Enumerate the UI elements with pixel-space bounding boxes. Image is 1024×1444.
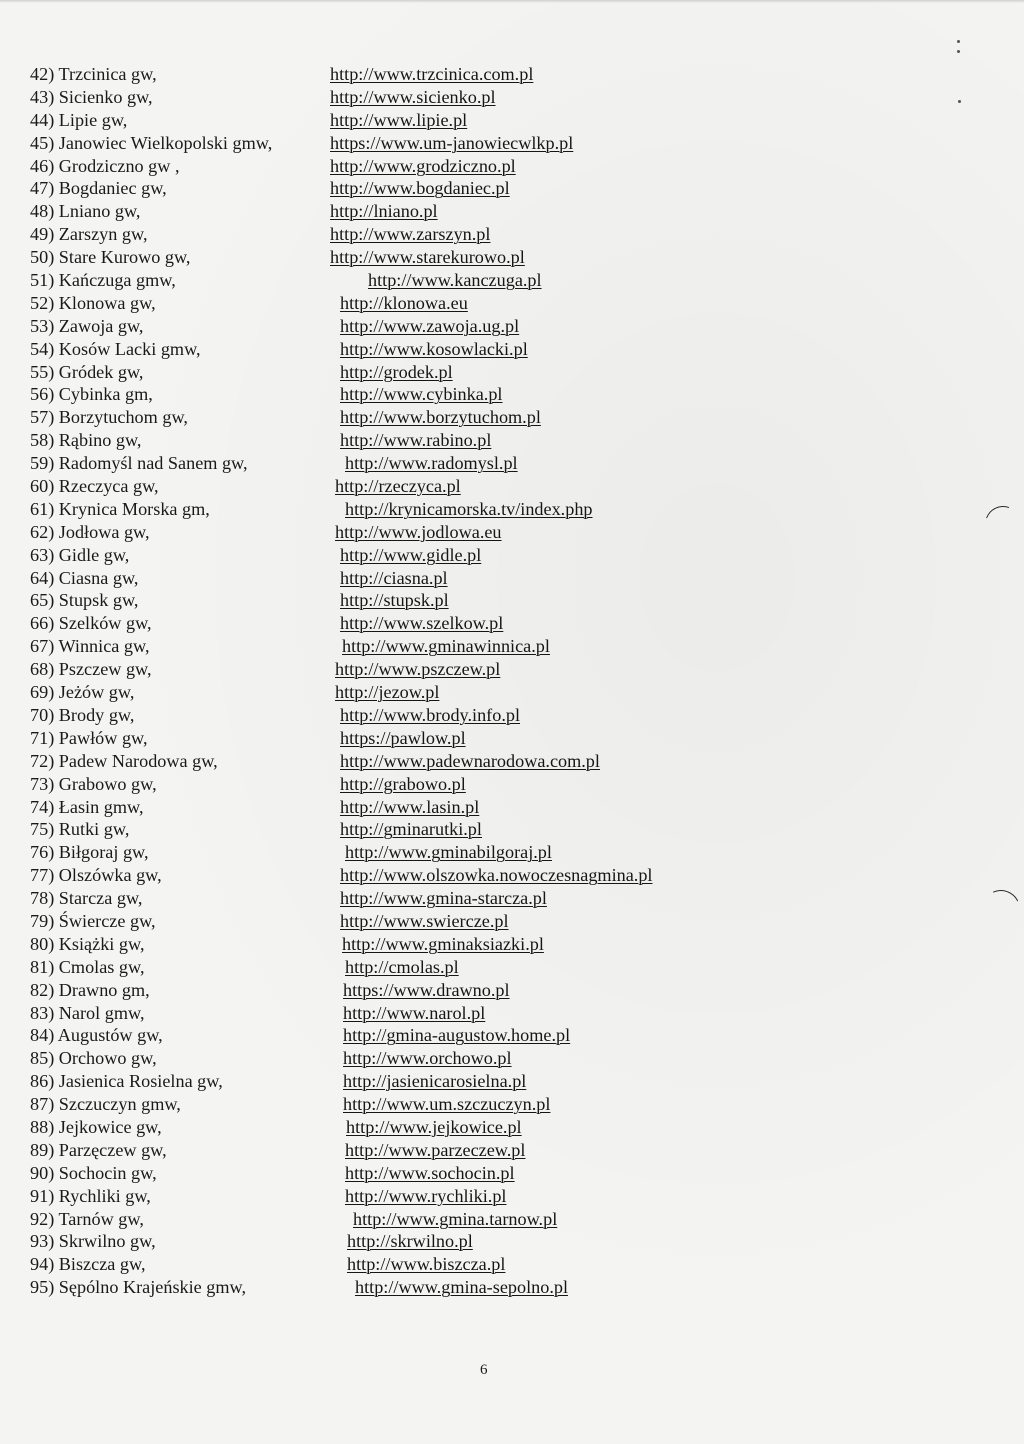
list-item: [30, 1139, 750, 1162]
municipality-name: [30, 132, 272, 155]
entry-name-text: Jodłowa gw,: [58, 521, 150, 542]
municipality-name: [30, 177, 167, 200]
entry-name-text: Winnica gw,: [58, 636, 150, 657]
website-link[interactable]: http://rzeczyca.pl: [335, 476, 461, 497]
entry-number: 71): [30, 727, 55, 748]
website-link[interactable]: http://jezow.pl: [335, 682, 440, 703]
list-item: [30, 864, 750, 887]
entry-number: 85): [30, 1048, 55, 1069]
entry-number: 83): [30, 1002, 55, 1023]
entry-name-text: Rutki gw,: [58, 819, 130, 840]
list-item: [30, 1230, 750, 1253]
municipality-name: [30, 86, 153, 109]
list-item: [30, 177, 750, 200]
entry-number: 52): [30, 292, 55, 313]
list-item: [30, 338, 750, 361]
entry-name-text: Rychliki gw,: [58, 1185, 151, 1206]
website-link[interactable]: http://www.kanczuga.pl: [368, 270, 542, 291]
list-item: [30, 1253, 750, 1276]
website-link[interactable]: http://www.pszczew.pl: [335, 659, 501, 680]
municipality-name: [30, 315, 143, 338]
list-item: [30, 223, 750, 246]
website-link[interactable]: http://www.brody.info.pl: [340, 704, 521, 725]
entry-name-text: Zarszyn gw,: [58, 224, 148, 245]
entry-name-text: Radomyśl nad Sanem gw,: [58, 453, 248, 474]
entry-number: 51): [30, 270, 55, 291]
website-link[interactable]: http://www.lipie.pl: [330, 109, 468, 130]
list-item: [30, 406, 750, 429]
entry-number: 67): [30, 636, 55, 657]
list-item: [30, 933, 750, 956]
website-link[interactable]: http://krynicamorska.tv/index.php: [345, 498, 593, 519]
entry-name-text: Lniano gw,: [58, 201, 141, 222]
entry-name-text: Książki gw,: [58, 933, 145, 954]
list-item: [30, 63, 750, 86]
entry-name-text: Parzęczew gw,: [58, 1139, 167, 1160]
website-link[interactable]: http://www.rabino.pl: [340, 430, 492, 451]
entry-name-text: Jasienica Rosielna gw,: [58, 1071, 223, 1092]
entry-number: 90): [30, 1162, 55, 1183]
entry-number: 61): [30, 498, 55, 519]
entry-number: 69): [30, 682, 55, 703]
entry-number: 57): [30, 407, 55, 428]
entry-number: 62): [30, 521, 55, 542]
municipality-name: [30, 635, 150, 658]
municipality-name: [30, 612, 152, 635]
municipality-name: [30, 910, 156, 933]
municipality-name: [30, 1093, 181, 1116]
entry-name-text: Brody gw,: [58, 704, 135, 725]
municipality-name: [30, 452, 248, 475]
municipality-name: [30, 750, 218, 773]
website-link[interactable]: http://stupsk.pl: [340, 590, 449, 611]
entry-name-text: Padew Narodowa gw,: [58, 750, 218, 771]
website-link[interactable]: http://www.lasin.pl: [340, 796, 480, 817]
list-item: [30, 1185, 750, 1208]
website-link[interactable]: http://grabowo.pl: [340, 773, 466, 794]
entry-name-text: Cmolas gw,: [58, 956, 145, 977]
entry-number: 60): [30, 476, 55, 497]
entry-number: 56): [30, 384, 55, 405]
website-link[interactable]: http://www.zarszyn.pl: [330, 224, 491, 245]
entry-number: 75): [30, 819, 55, 840]
municipality-name: [30, 521, 150, 544]
entry-name-text: Olszówka gw,: [58, 865, 162, 886]
municipality-list: [30, 63, 750, 1299]
entry-name-text: Narol gmw,: [58, 1002, 145, 1023]
municipality-name: [30, 429, 141, 452]
list-item: [30, 361, 750, 384]
list-item: [30, 635, 750, 658]
list-item: [30, 1093, 750, 1116]
punch-hole-mark: [977, 885, 1024, 934]
website-link[interactable]: http://www.starekurowo.pl: [330, 247, 525, 268]
list-item: [30, 1208, 750, 1231]
entry-name-text: Łasin gmw,: [58, 796, 144, 817]
list-item: [30, 887, 750, 910]
website-link[interactable]: http://www.gminawinnica.pl: [342, 636, 550, 657]
entry-number: 49): [30, 224, 55, 245]
municipality-name: [30, 544, 129, 567]
municipality-name: [30, 1253, 146, 1276]
municipality-name: [30, 200, 140, 223]
municipality-name: [30, 589, 138, 612]
website-link[interactable]: http://www.rychliki.pl: [345, 1185, 507, 1206]
list-item: [30, 521, 750, 544]
list-item: [30, 246, 750, 269]
list-item: [30, 155, 750, 178]
entry-name-text: Drawno gm,: [58, 979, 150, 1000]
entry-number: 44): [30, 109, 55, 130]
municipality-name: [30, 475, 159, 498]
municipality-name: [30, 1002, 145, 1025]
municipality-name: [30, 796, 144, 819]
municipality-name: [30, 383, 153, 406]
entry-number: 77): [30, 865, 55, 886]
entry-number: 50): [30, 247, 55, 268]
list-item: [30, 841, 750, 864]
website-link[interactable]: http://klonowa.eu: [340, 292, 468, 313]
entry-name-text: Szczuczyn gmw,: [58, 1094, 181, 1115]
website-link[interactable]: http://www.um.szczuczyn.pl: [343, 1094, 551, 1115]
list-item: [30, 292, 750, 315]
entry-number: 94): [30, 1254, 55, 1275]
list-item: [30, 498, 750, 521]
entry-name-text: Stare Kurowo gw,: [58, 247, 191, 268]
entry-number: 93): [30, 1231, 55, 1252]
entry-name-text: Grabowo gw,: [58, 773, 157, 794]
list-item: [30, 1070, 750, 1093]
list-item: [30, 567, 750, 590]
website-link[interactable]: http://www.biszcza.pl: [347, 1254, 506, 1275]
municipality-name: [30, 1139, 167, 1162]
municipality-name: [30, 567, 138, 590]
website-link[interactable]: http://www.swiercze.pl: [340, 910, 509, 931]
list-item: [30, 1116, 750, 1139]
list-item: [30, 658, 750, 681]
website-link[interactable]: http://grodek.pl: [340, 361, 453, 382]
website-link[interactable]: http://www.jejkowice.pl: [346, 1116, 522, 1137]
list-item: [30, 979, 750, 1002]
entry-name-text: Tarnów gw,: [58, 1208, 144, 1229]
website-link[interactable]: http://jasienicarosielna.pl: [343, 1071, 527, 1092]
list-item: [30, 818, 750, 841]
website-link[interactable]: http://cmolas.pl: [345, 956, 459, 977]
website-link[interactable]: http://www.cybinka.pl: [340, 384, 503, 405]
list-item: [30, 1002, 750, 1025]
municipality-name: [30, 155, 180, 178]
entry-number: 84): [30, 1025, 55, 1046]
entry-number: 95): [30, 1277, 55, 1298]
website-link[interactable]: http://www.jodlowa.eu: [335, 521, 502, 542]
entry-name-text: Rzeczyca gw,: [58, 476, 159, 497]
entry-number: 46): [30, 155, 55, 176]
municipality-name: [30, 1276, 246, 1299]
scan-speck: [958, 100, 961, 103]
list-item: [30, 704, 750, 727]
entry-name-text: Sicienko gw,: [58, 86, 153, 107]
municipality-name: [30, 727, 148, 750]
entry-name-text: Pszczew gw,: [58, 659, 152, 680]
list-item: [30, 429, 750, 452]
entry-name-text: Orchowo gw,: [58, 1048, 157, 1069]
scan-top-edge: [0, 0, 1024, 3]
entry-name-text: Borzytuchom gw,: [58, 407, 188, 428]
entry-number: 91): [30, 1185, 55, 1206]
punch-hole-mark: [979, 500, 1024, 548]
list-item: [30, 1276, 750, 1299]
municipality-name: [30, 1185, 151, 1208]
municipality-name: [30, 1047, 157, 1070]
list-item: [30, 727, 750, 750]
entry-number: 58): [30, 430, 55, 451]
entry-name-text: Biłgoraj gw,: [58, 842, 149, 863]
municipality-name: [30, 658, 152, 681]
entry-name-text: Pawłów gw,: [58, 727, 148, 748]
municipality-name: [30, 269, 176, 292]
entry-number: 64): [30, 567, 55, 588]
page-number: 6: [480, 1362, 488, 1378]
entry-name-text: Sępólno Krajeńskie gmw,: [58, 1277, 247, 1298]
website-link[interactable]: https://pawlow.pl: [340, 727, 466, 748]
website-link[interactable]: http://www.trzcinica.com.pl: [330, 64, 534, 84]
entry-name-text: Bogdaniec gw,: [58, 178, 167, 199]
website-link[interactable]: http://gminarutki.pl: [340, 819, 482, 840]
entry-number: 73): [30, 773, 55, 794]
municipality-name: [30, 979, 150, 1002]
municipality-name: [30, 1162, 157, 1185]
website-link[interactable]: http://www.sicienko.pl: [330, 86, 496, 107]
entry-number: 74): [30, 796, 55, 817]
municipality-name: [30, 1230, 156, 1253]
municipality-name: [30, 109, 127, 132]
municipality-name: [30, 864, 162, 887]
list-item: [30, 200, 750, 223]
entry-number: 54): [30, 338, 55, 359]
list-item: [30, 475, 750, 498]
website-link[interactable]: http://www.olszowka.nowoczesnagmina.pl: [340, 865, 653, 886]
entry-name-text: Jejkowice gw,: [58, 1116, 162, 1137]
list-item: [30, 86, 750, 109]
entry-number: 43): [30, 86, 55, 107]
scan-speck: [957, 50, 960, 53]
entry-name-text: Kańczuga gmw,: [58, 270, 176, 291]
entry-number: 63): [30, 544, 55, 565]
entry-name-text: Grodziczno gw ,: [58, 155, 180, 176]
entry-number: 66): [30, 613, 55, 634]
list-item: [30, 956, 750, 979]
municipality-name: [30, 292, 156, 315]
entry-number: 72): [30, 750, 55, 771]
entry-number: 65): [30, 590, 55, 611]
list-item: [30, 589, 750, 612]
list-item: [30, 612, 750, 635]
website-link[interactable]: http://www.padewnarodowa.com.pl: [340, 750, 600, 771]
website-link[interactable]: http://www.sochocin.pl: [345, 1162, 515, 1183]
list-item: [30, 109, 750, 132]
list-item: [30, 1024, 750, 1047]
entry-number: 88): [30, 1116, 55, 1137]
website-link[interactable]: http://www.radomysl.pl: [345, 453, 518, 474]
municipality-name: [30, 818, 129, 841]
list-item: [30, 910, 750, 933]
municipality-name: [30, 704, 134, 727]
municipality-name: [30, 887, 142, 910]
municipality-name: [30, 1024, 163, 1047]
municipality-name: [30, 338, 201, 361]
website-link[interactable]: http://www.gminabilgoraj.pl: [345, 842, 552, 863]
entry-name-text: Rąbino gw,: [58, 430, 142, 451]
entry-number: 92): [30, 1208, 55, 1229]
municipality-name: [30, 498, 210, 521]
municipality-name: [30, 223, 148, 246]
website-link[interactable]: http://gmina-augustow.home.pl: [343, 1025, 571, 1046]
entry-number: 42): [30, 64, 55, 84]
entry-name-text: Augustów gw,: [57, 1025, 163, 1046]
entry-number: 87): [30, 1094, 55, 1115]
website-link[interactable]: http://www.bogdaniec.pl: [330, 178, 510, 199]
website-link[interactable]: http://www.gminaksiazki.pl: [342, 933, 544, 954]
website-link[interactable]: http://www.gmina.tarnow.pl: [353, 1208, 558, 1229]
entry-name-text: Szelków gw,: [58, 613, 152, 634]
website-link[interactable]: http://www.gidle.pl: [340, 544, 482, 565]
municipality-name: [30, 933, 145, 956]
entry-number: 89): [30, 1139, 55, 1160]
entry-number: 86): [30, 1071, 55, 1092]
municipality-name: [30, 773, 157, 796]
municipality-name: [30, 63, 157, 86]
entry-name-text: Sochocin gw,: [58, 1162, 157, 1183]
website-link[interactable]: http://www.szelkow.pl: [340, 613, 504, 634]
entry-name-text: Trzcinica gw,: [58, 64, 157, 84]
entry-name-text: Stupsk gw,: [58, 590, 139, 611]
entry-number: 68): [30, 659, 55, 680]
entry-number: 47): [30, 178, 55, 199]
list-item: [30, 796, 750, 819]
entry-name-text: Świercze gw,: [58, 910, 156, 931]
list-item: [30, 269, 750, 292]
website-link[interactable]: http://www.kosowlacki.pl: [340, 338, 528, 359]
website-link[interactable]: http://ciasna.pl: [340, 567, 448, 588]
list-item: [30, 383, 750, 406]
list-item: [30, 315, 750, 338]
entry-name-text: Kosów Lacki gmw,: [58, 338, 201, 359]
website-link[interactable]: http://www.narol.pl: [343, 1002, 486, 1023]
website-link[interactable]: http://www.grodziczno.pl: [330, 155, 516, 176]
entry-number: 76): [30, 842, 55, 863]
list-item: [30, 681, 750, 704]
list-item: [30, 773, 750, 796]
list-item: [30, 1047, 750, 1070]
entry-name-text: Biszcza gw,: [58, 1254, 146, 1275]
municipality-name: [30, 1116, 162, 1139]
entry-name-text: Starcza gw,: [58, 888, 143, 909]
website-link[interactable]: http://skrwilno.pl: [347, 1231, 473, 1252]
entry-number: 55): [30, 361, 55, 382]
municipality-name: [30, 681, 134, 704]
entry-name-text: Skrwilno gw,: [58, 1231, 156, 1252]
website-link[interactable]: http://www.borzytuchom.pl: [340, 407, 541, 428]
website-link[interactable]: http://www.orchowo.pl: [343, 1048, 512, 1069]
website-link[interactable]: https://www.drawno.pl: [343, 979, 510, 1000]
entry-number: 82): [30, 979, 55, 1000]
entry-number: 59): [30, 453, 55, 474]
entry-number: 45): [30, 132, 55, 153]
entry-name-text: Ciasna gw,: [58, 567, 139, 588]
entry-number: 81): [30, 956, 55, 977]
entry-name-text: Cybinka gm,: [58, 384, 153, 405]
scan-speck: [957, 40, 960, 43]
entry-number: 70): [30, 704, 55, 725]
website-link[interactable]: http://lniano.pl: [330, 201, 438, 222]
website-link[interactable]: http://www.parzeczew.pl: [345, 1139, 526, 1160]
municipality-name: [30, 246, 190, 269]
list-item: [30, 750, 750, 773]
website-link[interactable]: http://www.zawoja.ug.pl: [340, 315, 520, 336]
entry-name-text: Jeżów gw,: [58, 682, 135, 703]
municipality-name: [30, 1070, 223, 1093]
entry-number: 79): [30, 910, 55, 931]
entry-number: 53): [30, 315, 55, 336]
entry-name-text: Janowiec Wielkopolski gmw,: [58, 132, 273, 153]
entry-name-text: Lipie gw,: [58, 109, 128, 130]
entry-number: 48): [30, 201, 55, 222]
entry-number: 80): [30, 933, 55, 954]
municipality-name: [30, 361, 143, 384]
municipality-name: [30, 1208, 144, 1231]
entry-name-text: Krynica Morska gm,: [58, 498, 210, 519]
municipality-name: [30, 406, 188, 429]
entry-number: 78): [30, 888, 55, 909]
list-item: [30, 132, 750, 155]
entry-name-text: Gródek gw,: [58, 361, 144, 382]
entry-name-text: Gidle gw,: [58, 544, 130, 565]
entry-name-text: Klonowa gw,: [58, 292, 156, 313]
municipality-name: [30, 956, 145, 979]
list-item: [30, 544, 750, 567]
website-link[interactable]: https://www.um-janowiecwlkp.pl: [330, 132, 574, 153]
list-item: [30, 1162, 750, 1185]
website-link[interactable]: http://www.gmina-starcza.pl: [340, 888, 547, 909]
website-link[interactable]: http://www.gmina-sepolno.pl: [355, 1277, 569, 1298]
entry-name-text: Zawoja gw,: [58, 315, 144, 336]
municipality-name: [30, 841, 149, 864]
list-item: [30, 452, 750, 475]
